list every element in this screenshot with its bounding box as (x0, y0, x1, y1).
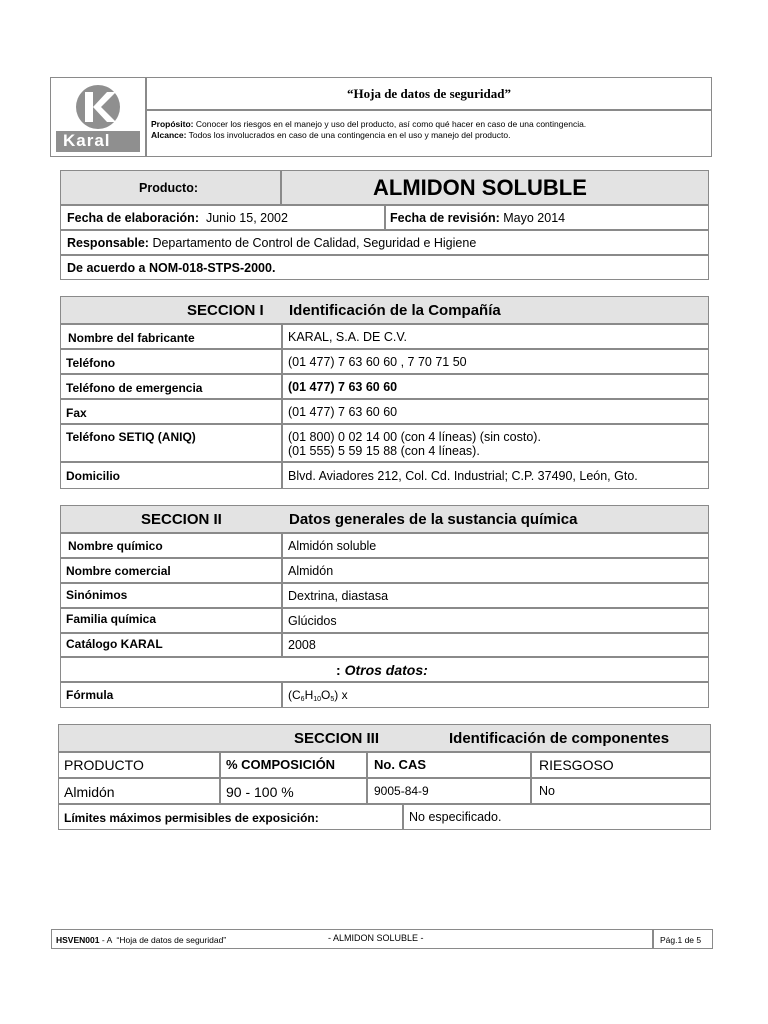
formula-c: C (292, 688, 301, 702)
table-row (531, 778, 711, 804)
company-logo (50, 77, 146, 157)
address-label: Domicilio (66, 469, 121, 483)
footer-page-cell (653, 929, 713, 949)
table-header-cell (531, 752, 711, 778)
emergency-phone-value: (01 477) 7 63 60 60 (288, 380, 398, 394)
elaboration-value: Junio 15, 2002 (205, 211, 288, 225)
table-row-value (282, 324, 709, 349)
scope-text: Todos los involucrados en caso de una contingencia en el uso y manejo del producto. (188, 130, 511, 140)
product-name: ALMIDON SOLUBLE (373, 175, 587, 200)
formula-h: H (304, 688, 314, 702)
section-3-title: Identificación de componentes (449, 730, 670, 747)
chemical-family-value: Glúcidos (288, 614, 337, 628)
table-row-label (60, 424, 282, 462)
synonyms-value: Dextrina, diastasa (288, 589, 389, 603)
table-row-label (60, 682, 282, 708)
table-header-cell (367, 752, 531, 778)
scope-label: Alcance: (151, 130, 187, 140)
component-product: Almidón (64, 784, 115, 800)
footer-code: HSVEN001 (56, 935, 100, 945)
section-2-header (60, 505, 709, 533)
elaboration-date-cell (60, 205, 385, 230)
revision-date (390, 211, 565, 225)
formula-value: $(C_6H_{10}O_5)$ x (288, 688, 348, 703)
document-title-box (146, 77, 712, 110)
header-hazardous: RIESGOSO (539, 757, 614, 773)
purpose-line (151, 119, 586, 129)
document-title: “Hoja de datos de seguridad” (347, 86, 511, 101)
table-header-cell (220, 752, 367, 778)
elaboration-date (67, 211, 288, 225)
responsible (67, 236, 476, 250)
table-row-value (282, 682, 709, 708)
formula-o: O (321, 688, 331, 702)
limits-label-cell (58, 804, 403, 830)
formula-o-count: 5 (330, 696, 335, 703)
section-3-number: SECCION III (294, 730, 380, 747)
table-row-label (60, 608, 282, 633)
page-number: Pág.1 de 5 (660, 935, 702, 945)
footer-product: - ALMIDON SOLUBLE - (328, 933, 424, 943)
elaboration-label: Fecha de elaboración: (67, 211, 199, 225)
section-2-title: Datos generales de la sustancia química (289, 511, 578, 528)
header-composition: % COMPOSICIÓN (226, 757, 336, 772)
setiq-value-1: (01 800) 0 02 14 00 (con 4 líneas) (sin costo). (288, 430, 541, 444)
limits-label: Límites máximos permisibles de exposición: (64, 811, 319, 825)
revision-date-cell (385, 205, 709, 230)
limits-value: No especificado. (409, 810, 502, 824)
manufacturer-label: Nombre del fabricante (68, 331, 195, 345)
scope-line (151, 130, 510, 140)
revision-label: Fecha de revisión: (390, 211, 500, 225)
chemical-family-label: Familia química (66, 612, 157, 626)
catalog-label: Catálogo KARAL (66, 637, 163, 651)
table-row-label (60, 349, 282, 374)
section-3-header (58, 724, 711, 752)
component-hazardous: No (539, 784, 555, 798)
chemical-name-value: Almidón soluble (288, 539, 377, 553)
purpose-box (146, 110, 712, 157)
table-row (367, 778, 531, 804)
fax-value: (01 477) 7 63 60 60 (288, 405, 398, 419)
table-row-value (282, 462, 709, 489)
responsible-cell (60, 230, 709, 255)
address-value: Blvd. Aviadores 212, Col. Cd. Industrial; C.P. 37490, León, Gto. (288, 469, 638, 483)
table-row-value (282, 533, 709, 558)
formula-suffix: x (341, 688, 348, 702)
section-1-title: Identificación de la Compañía (289, 302, 501, 319)
product-label: Producto: (139, 181, 199, 195)
footer-code-suffix: - A (101, 935, 112, 945)
footer-title: “Hoja de datos de seguridad” (116, 935, 227, 945)
limits-value-cell (403, 804, 711, 830)
header-product: PRODUCTO (64, 757, 144, 773)
component-composition: 90 - 100 % (226, 784, 294, 800)
table-row-label (60, 462, 282, 489)
table-row (220, 778, 367, 804)
formula-h-count: 10 (313, 696, 322, 703)
manufacturer-value: KARAL, S.A. DE C.V. (288, 330, 408, 344)
table-row-label (60, 583, 282, 608)
table-row (58, 778, 220, 804)
table-row-label (60, 324, 282, 349)
revision-value: Mayo 2014 (503, 211, 566, 225)
table-header-cell (58, 752, 220, 778)
table-row-value (282, 399, 709, 424)
other-data-title (336, 662, 428, 678)
other-data-label: Otros datos: (344, 662, 428, 678)
product-name-cell (281, 170, 709, 205)
chemical-name-label: Nombre químico (68, 539, 163, 553)
table-row-value (282, 608, 709, 633)
commercial-name-value: Almidón (288, 564, 334, 578)
section-1-number: SECCION I (187, 302, 264, 319)
synonyms-label: Sinónimos (66, 588, 128, 602)
responsible-value: Departamento de Control de Calidad, Seguridad e Higiene (152, 236, 477, 250)
setiq-label: Teléfono SETIQ (ANIQ) (66, 430, 196, 444)
section-1-header (60, 296, 709, 324)
table-row-value (282, 633, 709, 657)
table-row-label (60, 374, 282, 399)
fax-label: Fax (66, 406, 87, 420)
table-row-label (60, 399, 282, 424)
table-row-value (282, 374, 709, 399)
table-row-value (282, 349, 709, 374)
table-row-value (282, 424, 709, 462)
product-label-cell (60, 170, 281, 205)
purpose-text: Conocer los riesgos en el manejo y uso del producto, así como qué hacer en caso de una contingencia. (195, 119, 587, 129)
other-data-row (60, 657, 709, 682)
phone-label: Teléfono (66, 356, 116, 370)
footer-left (51, 929, 653, 949)
setiq-value-2: (01 555) 5 59 15 88 (con 4 líneas). (288, 444, 480, 458)
norm-cell (60, 255, 709, 280)
purpose-label: Propósito: (151, 119, 194, 129)
formula-c-count: 6 (300, 696, 305, 703)
section-2-number: SECCION II (141, 511, 222, 528)
responsible-label: Responsable: (67, 236, 149, 250)
table-row-label (60, 533, 282, 558)
emergency-phone-label: Teléfono de emergencia (66, 381, 203, 395)
logo-text: Karal (63, 131, 111, 150)
table-row-value (282, 583, 709, 608)
norm-text: De acuerdo a NOM-018-STPS-2000. (67, 261, 276, 275)
table-row-label (60, 633, 282, 657)
catalog-value: 2008 (288, 638, 316, 652)
formula-label: Fórmula (66, 688, 114, 702)
component-cas: 9005-84-9 (374, 784, 429, 798)
commercial-name-label: Nombre comercial (66, 564, 171, 578)
table-row-value (282, 558, 709, 583)
header-cas: No. CAS (374, 757, 426, 772)
phone-value: (01 477) 7 63 60 60 , 7 70 71 50 (288, 355, 467, 369)
footer-doc (56, 935, 226, 945)
other-data-prefix: : (336, 662, 341, 678)
table-row-label (60, 558, 282, 583)
